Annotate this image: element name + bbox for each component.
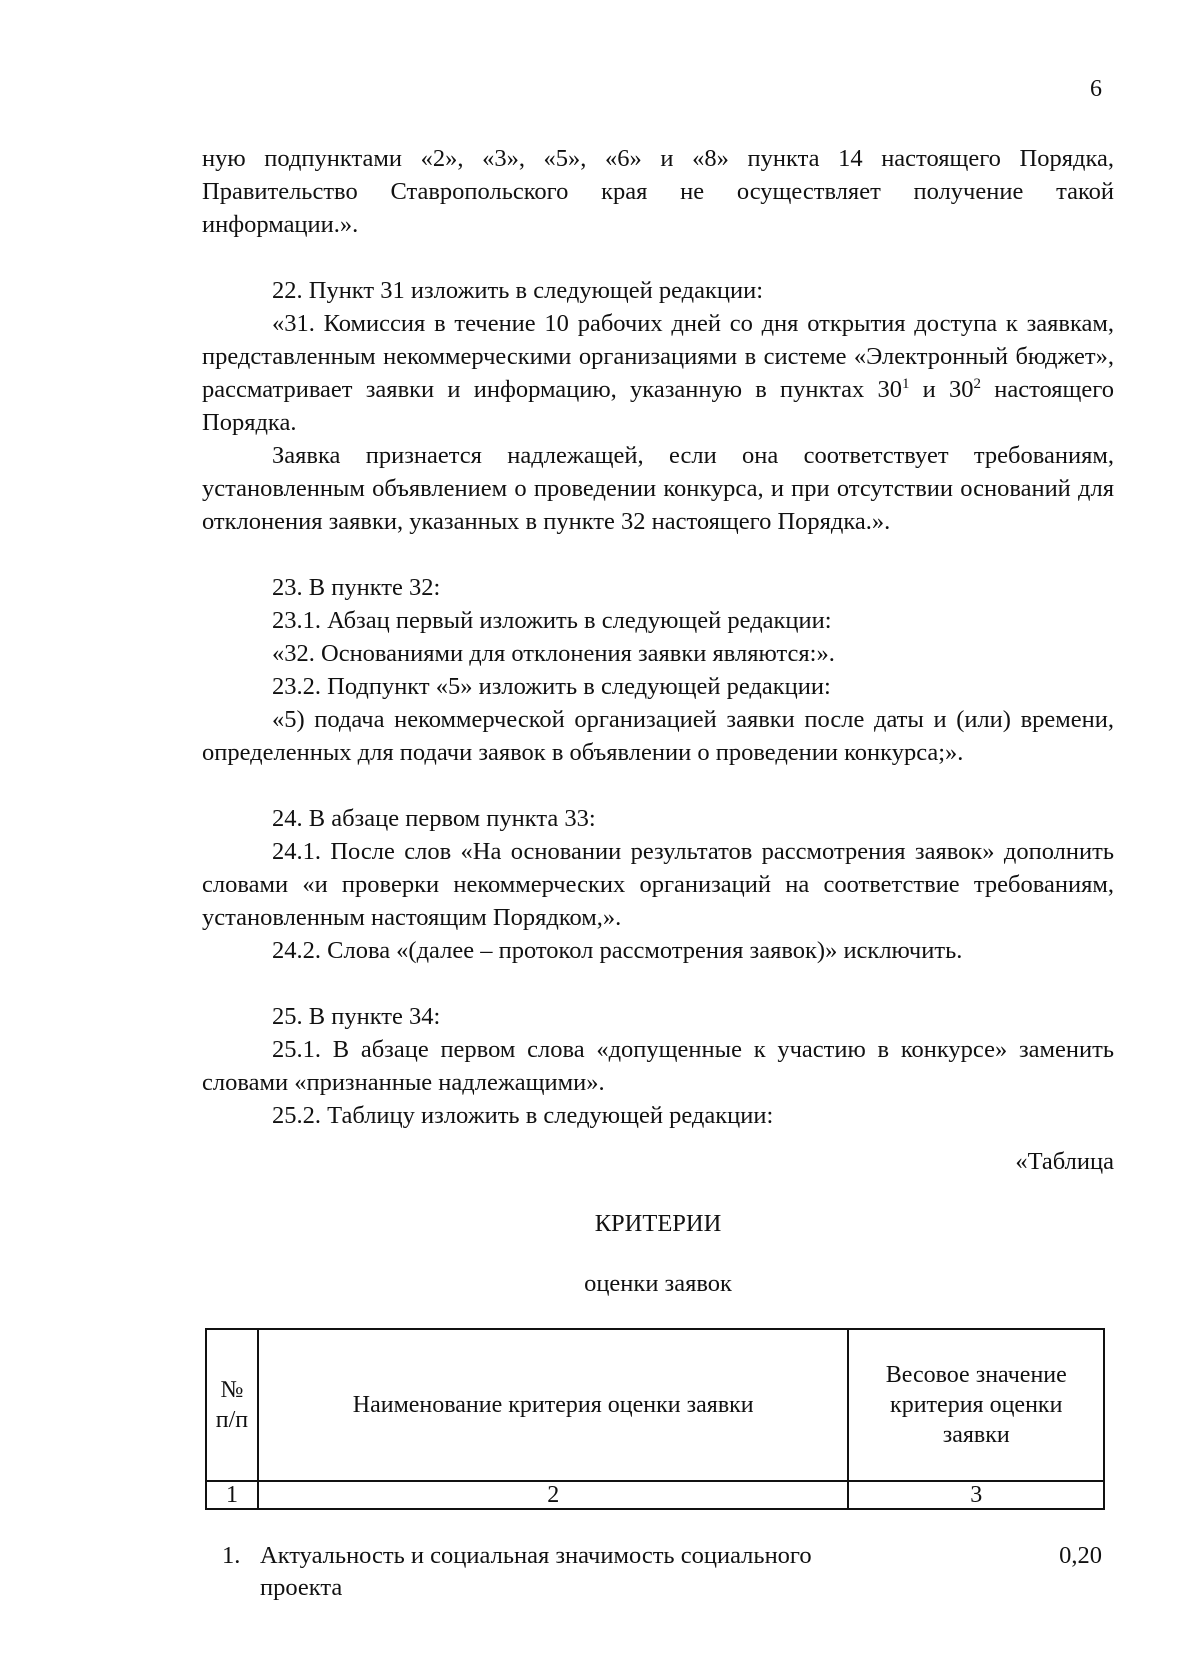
column-number: 1 — [206, 1481, 258, 1509]
row-criterion-name: Актуальность и социальная значимость социального проекта — [260, 1542, 812, 1601]
table-title: КРИТЕРИИ — [594, 1210, 722, 1237]
paragraph-item-31 — [202, 307, 1114, 439]
paragraph-item-23: 23. В пункте 32: — [272, 574, 441, 601]
paragraph-item-23-2: 23.2. Подпункт «5» изложить в следующей редакции: — [272, 673, 831, 700]
row-weight: 0,20 — [1059, 1542, 1102, 1569]
paragraph-item-23-1: 23.1. Абзац первый изложить в следующей редакции: — [272, 607, 832, 634]
superscript: 1 — [901, 375, 910, 392]
paragraph-application-proper: Заявка признается надлежащей, если она соответствует требованиям, установленным объявлением о проведении конкурса, и при отсутствии оснований для отклонения заявки, указанных в пункте 32 настоящего Порядка.». — [202, 442, 1114, 535]
header-number: № п/п — [206, 1329, 258, 1481]
paragraph-item-31-text: «31. Комиссия в течение 10 рабочих дней со дня открытия доступа к заявкам, представленным некоммерческими организациями в системе «Электронный бюджет», рассматривает заявки и информацию, указанную в пунктах 30 — [202, 310, 1114, 403]
document-body — [202, 142, 1114, 1132]
paragraph-item-31-and: и 30 — [909, 376, 974, 403]
row-number: 1. — [222, 1542, 241, 1569]
paragraph-item-22: 22. Пункт 31 изложить в следующей редакции: — [272, 277, 764, 304]
column-number: 3 — [848, 1481, 1104, 1509]
superscript: 2 — [973, 375, 982, 392]
paragraph-item-25: 25. В пункте 34: — [272, 1003, 441, 1030]
page-number: 6 — [1090, 76, 1102, 102]
paragraph-item-24-2: 24.2. Слова «(далее – протокол рассмотрения заявок)» исключить. — [272, 937, 963, 964]
column-number: 2 — [258, 1481, 849, 1509]
paragraph-continuation: ную подпунктами «2», «3», «5», «6» и «8» пункта 14 настоящего Порядка, Правительство Ставропольского края не осуществляет получение такой информации.». — [202, 145, 1114, 238]
paragraph-item-31-end: настоящего Порядка. — [202, 376, 1114, 436]
paragraph-item-32: «32. Основаниями для отклонения заявки являются:». — [272, 640, 835, 667]
paragraph-item-24: 24. В абзаце первом пункта 33: — [272, 805, 596, 832]
paragraph-item-24-1: 24.1. После слов «На основании результатов рассмотрения заявок» дополнить словами «и проверки некоммерческих организаций на соответствие требованиям, установленным настоящим Порядком,». — [202, 838, 1114, 931]
paragraph-subitem-5: «5) подача некоммерческой организацией заявки после даты и (или) времени, определенных для подачи заявок в объявлении о проведении конкурса;». — [202, 706, 1114, 766]
header-criterion-name: Наименование критерия оценки заявки — [258, 1329, 849, 1481]
paragraph-item-25-1: 25.1. В абзаце первом слова «допущенные к участию в конкурсе» заменить словами «признанные надлежащими». — [202, 1036, 1114, 1096]
paragraph-item-25-2: 25.2. Таблицу изложить в следующей редакции: — [272, 1102, 774, 1129]
table-subtitle: оценки заявок — [584, 1270, 732, 1297]
table-label: «Таблица — [1015, 1148, 1114, 1175]
header-weight: Весовое значение критерия оценки заявки — [848, 1329, 1104, 1481]
criteria-table — [205, 1328, 1105, 1510]
table-header-row — [206, 1329, 1104, 1481]
table-column-numbers-row — [206, 1481, 1104, 1509]
